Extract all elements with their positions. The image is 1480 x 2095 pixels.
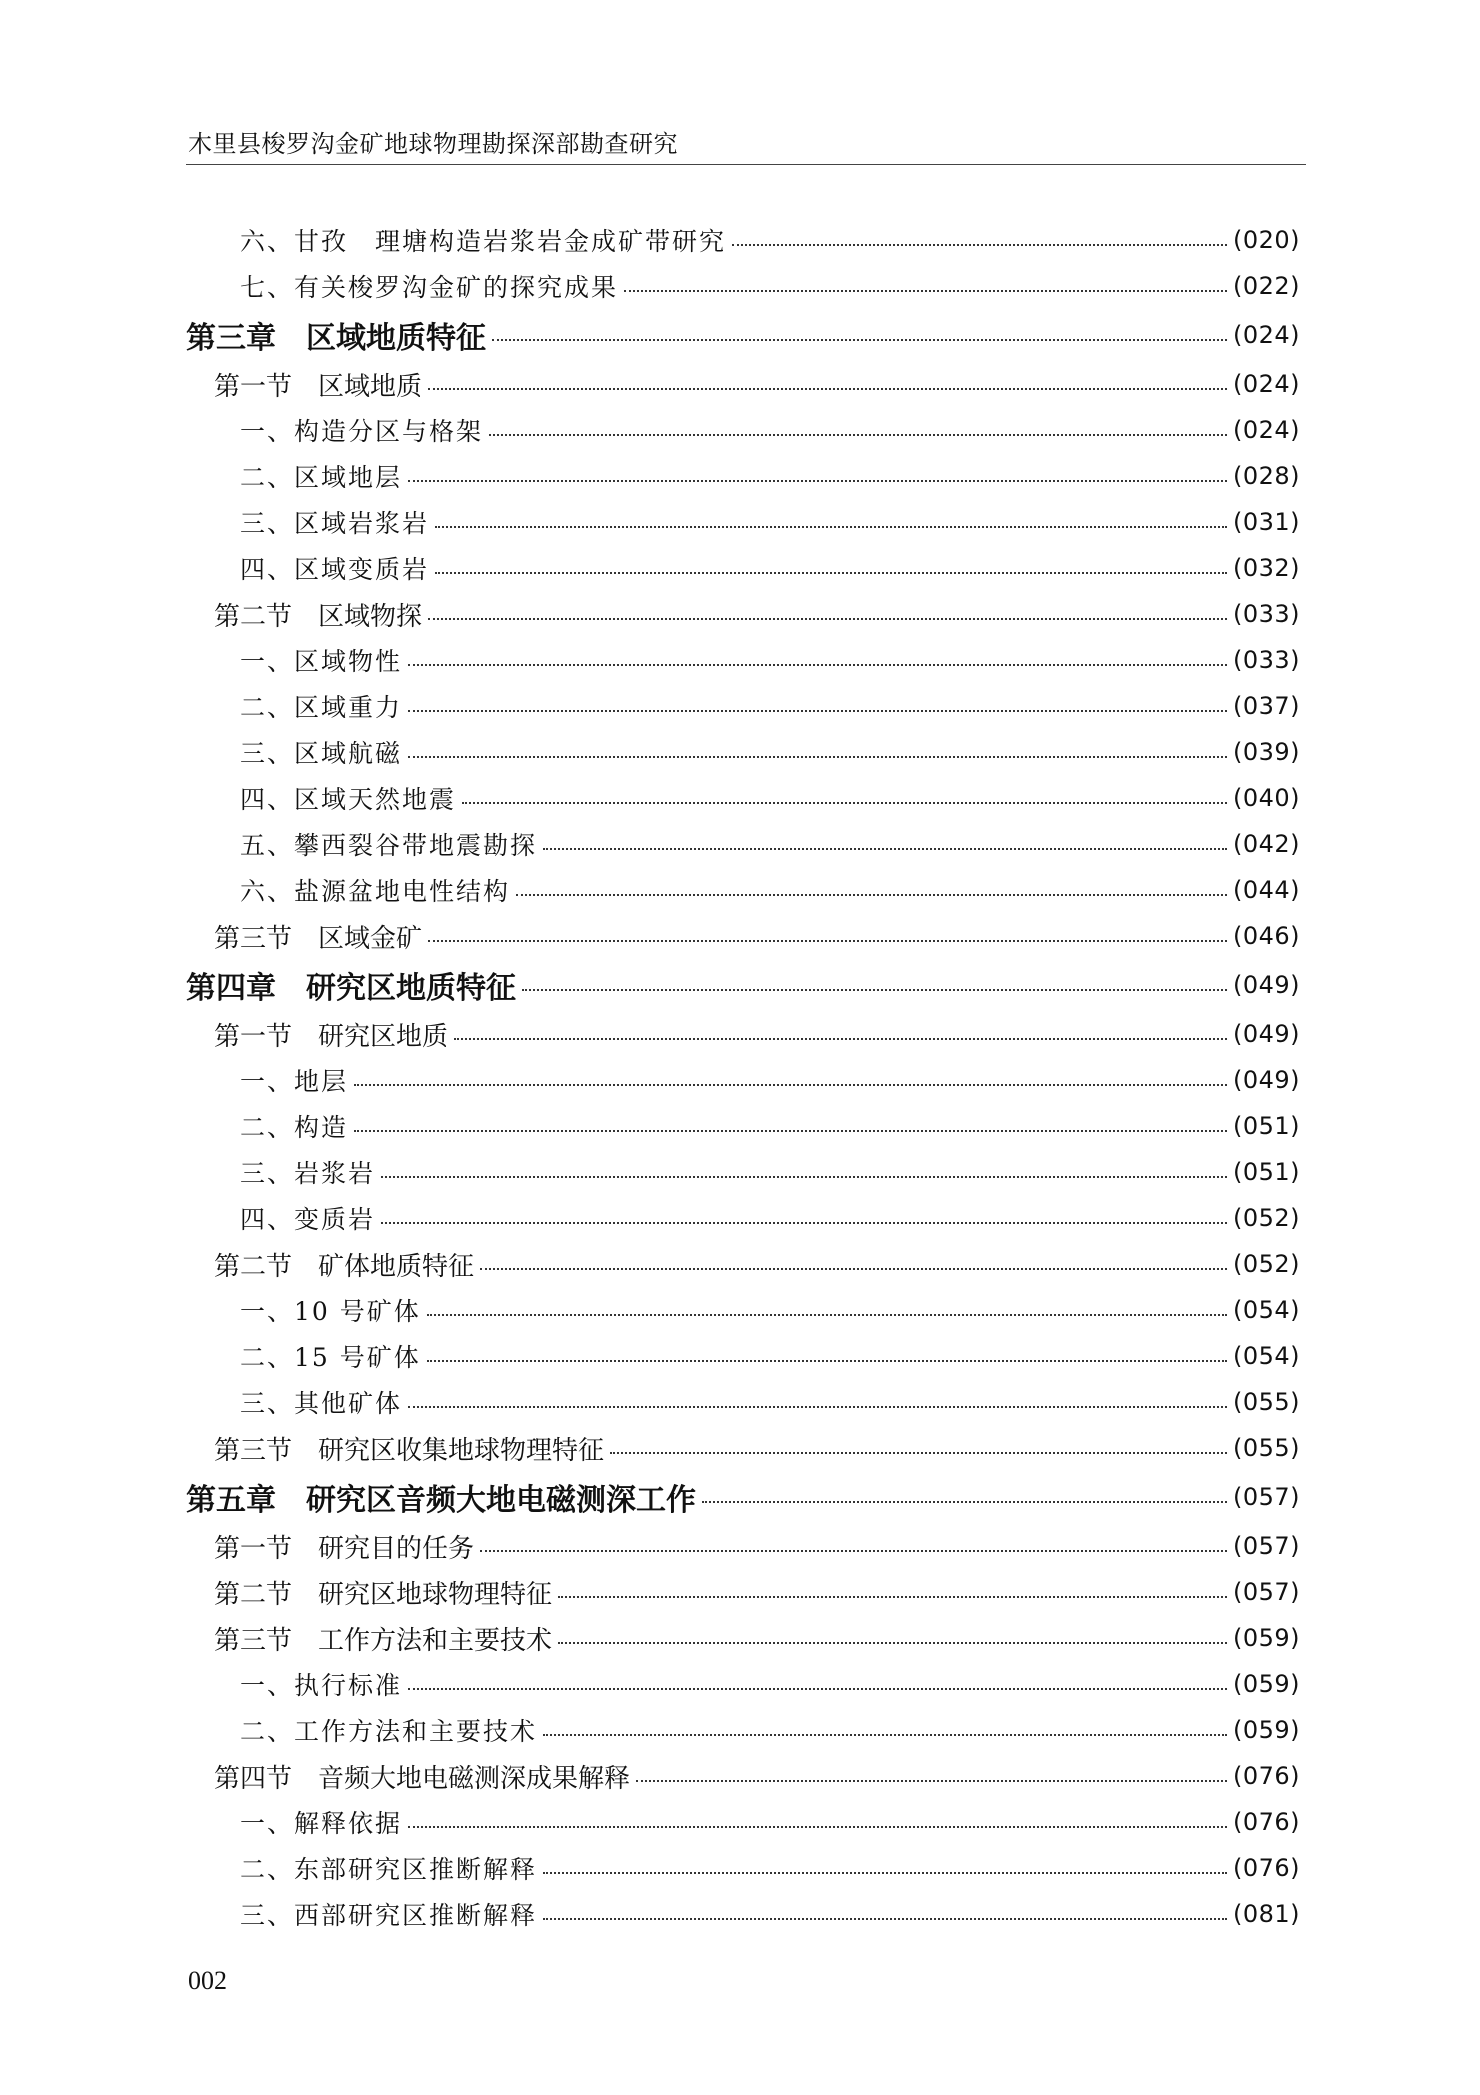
toc-entry-item (0, 775, 1480, 821)
toc-entry-page: (039) (1232, 738, 1300, 766)
toc-entry-item (0, 499, 1480, 545)
toc-entry-title: 二、15 号矿体 (240, 1343, 421, 1372)
toc-entry-section (0, 1011, 1480, 1057)
toc-entry-page: (044) (1232, 876, 1300, 904)
toc-entry-section (0, 1523, 1480, 1569)
toc-entry-page: (049) (1232, 971, 1300, 999)
toc-entry-title: 二、构造 (240, 1113, 349, 1142)
toc-entry-page: (054) (1232, 1296, 1300, 1324)
toc-entry-page: (051) (1232, 1112, 1300, 1140)
toc-entry-page: (020) (1232, 226, 1300, 254)
toc-entry-title: 一、10 号矿体 (240, 1297, 421, 1326)
toc-entry-title: 二、区域重力 (240, 693, 403, 722)
toc-entry-page: (059) (1232, 1716, 1300, 1744)
dot-leader (408, 1406, 1227, 1408)
toc-entry-item (0, 1149, 1480, 1195)
toc-entry-page: (049) (1232, 1020, 1300, 1048)
toc-entry-page: (059) (1232, 1670, 1300, 1698)
dot-leader (543, 1872, 1227, 1874)
dot-leader (408, 1826, 1227, 1828)
dot-leader (408, 710, 1227, 712)
toc-entry-page: (057) (1232, 1483, 1300, 1511)
dot-leader (543, 848, 1227, 850)
toc-entry-title: 第四章 研究区地质特征 (186, 971, 516, 1006)
toc-entry-title: 三、区域岩浆岩 (240, 509, 430, 538)
toc-entry-title: 第三节 研究区收集地球物理特征 (214, 1435, 605, 1466)
toc-entry-item (0, 1195, 1480, 1241)
toc-entry-page: (076) (1232, 1854, 1300, 1882)
toc-entry-item (0, 263, 1480, 309)
toc-entry-page: (037) (1232, 692, 1300, 720)
toc-entry-page: (040) (1232, 784, 1300, 812)
toc-entry-item (0, 407, 1480, 453)
page-number: 002 (188, 1966, 227, 1995)
toc-entry-page: (076) (1232, 1808, 1300, 1836)
toc-entry-title: 第二节 区域物探 (214, 601, 423, 632)
toc-entry-chapter (0, 1471, 1480, 1523)
toc-entry-chapter (0, 959, 1480, 1011)
toc-entry-item (0, 1799, 1480, 1845)
dot-leader (492, 339, 1227, 341)
dot-leader (381, 1222, 1227, 1224)
dot-leader (435, 572, 1227, 574)
dot-leader (732, 244, 1227, 246)
dot-leader (702, 1501, 1227, 1503)
toc-entry-title: 第二节 矿体地质特征 (214, 1251, 475, 1282)
toc-entry-page: (055) (1232, 1388, 1300, 1416)
dot-leader (428, 618, 1227, 620)
toc-entry-title: 第二节 研究区地球物理特征 (214, 1579, 553, 1610)
toc-entry-section (0, 913, 1480, 959)
dot-leader (428, 940, 1227, 942)
toc-entry-chapter (0, 309, 1480, 361)
toc-entry-item (0, 1661, 1480, 1707)
toc-entry-item (0, 1707, 1480, 1753)
toc-entry-page: (081) (1232, 1900, 1300, 1928)
toc-entry-title: 第五章 研究区音频大地电磁测深工作 (186, 1483, 696, 1518)
dot-leader (636, 1780, 1227, 1782)
toc-entry-title: 二、工作方法和主要技术 (240, 1717, 538, 1746)
toc-entry-page: (032) (1232, 554, 1300, 582)
toc-entry-section (0, 1241, 1480, 1287)
toc-entry-page: (055) (1232, 1434, 1300, 1462)
dot-leader (408, 664, 1227, 666)
toc-entry-item (0, 1103, 1480, 1149)
toc-entry-item (0, 1287, 1480, 1333)
dot-leader (428, 388, 1227, 390)
toc-entry-item (0, 1379, 1480, 1425)
dot-leader (543, 1734, 1227, 1736)
toc-entry-section (0, 1425, 1480, 1471)
toc-entry-page: (046) (1232, 922, 1300, 950)
toc-entry-page: (022) (1232, 272, 1300, 300)
toc-entry-title: 六、甘孜 理塘构造岩浆岩金成矿带研究 (240, 227, 727, 256)
toc-entry-title: 三、西部研究区推断解释 (240, 1901, 538, 1930)
toc-entry-page: (076) (1232, 1762, 1300, 1790)
dot-leader (516, 894, 1227, 896)
dot-leader (354, 1084, 1227, 1086)
toc-entry-title: 一、地层 (240, 1067, 349, 1096)
toc-entry-page: (052) (1232, 1204, 1300, 1232)
dot-leader (610, 1452, 1227, 1454)
toc-entry-title: 第三节 工作方法和主要技术 (214, 1625, 553, 1656)
toc-entry-item (0, 1333, 1480, 1379)
toc-entry-page: (051) (1232, 1158, 1300, 1186)
toc-entry-item (0, 1891, 1480, 1937)
toc-entry-title: 第三节 区域金矿 (214, 923, 423, 954)
toc-entry-item (0, 637, 1480, 683)
dot-leader (408, 756, 1227, 758)
dot-leader (427, 1360, 1227, 1362)
dot-leader (408, 480, 1227, 482)
toc-entry-title: 一、区域物性 (240, 647, 403, 676)
toc-entry-page: (033) (1232, 600, 1300, 628)
toc-entry-item (0, 729, 1480, 775)
dot-leader (381, 1176, 1227, 1178)
dot-leader (435, 526, 1227, 528)
toc-entry-title: 三、区域航磁 (240, 739, 403, 768)
toc-entry-item (0, 217, 1480, 263)
dot-leader (480, 1268, 1227, 1270)
toc-entry-section (0, 361, 1480, 407)
toc-entry-page: (042) (1232, 830, 1300, 858)
dot-leader (543, 1918, 1227, 1920)
toc-entry-section (0, 1615, 1480, 1661)
dot-leader (408, 1688, 1227, 1690)
toc-entry-title: 六、盐源盆地电性结构 (240, 877, 511, 906)
toc-entry-page: (028) (1232, 462, 1300, 490)
toc-entry-section (0, 1569, 1480, 1615)
toc-entry-item (0, 683, 1480, 729)
toc-entry-page: (024) (1232, 416, 1300, 444)
dot-leader (558, 1596, 1227, 1598)
dot-leader (489, 434, 1227, 436)
toc-entry-page: (059) (1232, 1624, 1300, 1652)
toc-entry-title: 一、构造分区与格架 (240, 417, 484, 446)
toc-entry-title: 四、变质岩 (240, 1205, 376, 1234)
toc-entry-title: 三、其他矿体 (240, 1389, 403, 1418)
toc-entry-page: (057) (1232, 1532, 1300, 1560)
dot-leader (454, 1038, 1227, 1040)
toc-entry-title: 第四节 音频大地电磁测深成果解释 (214, 1763, 631, 1794)
toc-entry-page: (033) (1232, 646, 1300, 674)
toc-entry-page: (052) (1232, 1250, 1300, 1278)
toc-entry-title: 第三章 区域地质特征 (186, 321, 486, 356)
toc-entry-item (0, 453, 1480, 499)
toc-entry-item (0, 1057, 1480, 1103)
toc-entry-title: 七、有关梭罗沟金矿的探究成果 (240, 273, 619, 302)
dot-leader (522, 989, 1227, 991)
dot-leader (427, 1314, 1227, 1316)
toc-entry-title: 第一节 研究目的任务 (214, 1533, 475, 1564)
toc-entry-title: 二、东部研究区推断解释 (240, 1855, 538, 1884)
toc-entry-page: (057) (1232, 1578, 1300, 1606)
toc-entry-title: 五、攀西裂谷带地震勘探 (240, 831, 538, 860)
dot-leader (624, 290, 1227, 292)
toc-entry-title: 第一节 研究区地质 (214, 1021, 449, 1052)
toc-entry-item (0, 545, 1480, 591)
toc-entry-item (0, 867, 1480, 913)
dot-leader (354, 1130, 1227, 1132)
table-of-contents (0, 217, 1480, 1937)
toc-entry-page: (024) (1232, 370, 1300, 398)
toc-entry-page: (024) (1232, 321, 1300, 349)
toc-entry-title: 二、区域地层 (240, 463, 403, 492)
toc-entry-title: 一、解释依据 (240, 1809, 403, 1838)
running-header: 木里县梭罗沟金矿地球物理勘探深部勘查研究 (188, 130, 678, 158)
toc-entry-item (0, 821, 1480, 867)
toc-entry-section (0, 591, 1480, 637)
toc-entry-page: (054) (1232, 1342, 1300, 1370)
toc-entry-page: (049) (1232, 1066, 1300, 1094)
toc-entry-item (0, 1845, 1480, 1891)
toc-entry-title: 第一节 区域地质 (214, 371, 423, 402)
toc-entry-title: 四、区域变质岩 (240, 555, 430, 584)
header-rule (186, 164, 1306, 165)
toc-entry-title: 三、岩浆岩 (240, 1159, 376, 1188)
toc-entry-section (0, 1753, 1480, 1799)
dot-leader (462, 802, 1227, 804)
toc-entry-page: (031) (1232, 508, 1300, 536)
dot-leader (558, 1642, 1227, 1644)
toc-entry-title: 一、执行标准 (240, 1671, 403, 1700)
dot-leader (480, 1550, 1227, 1552)
toc-entry-title: 四、区域天然地震 (240, 785, 457, 814)
